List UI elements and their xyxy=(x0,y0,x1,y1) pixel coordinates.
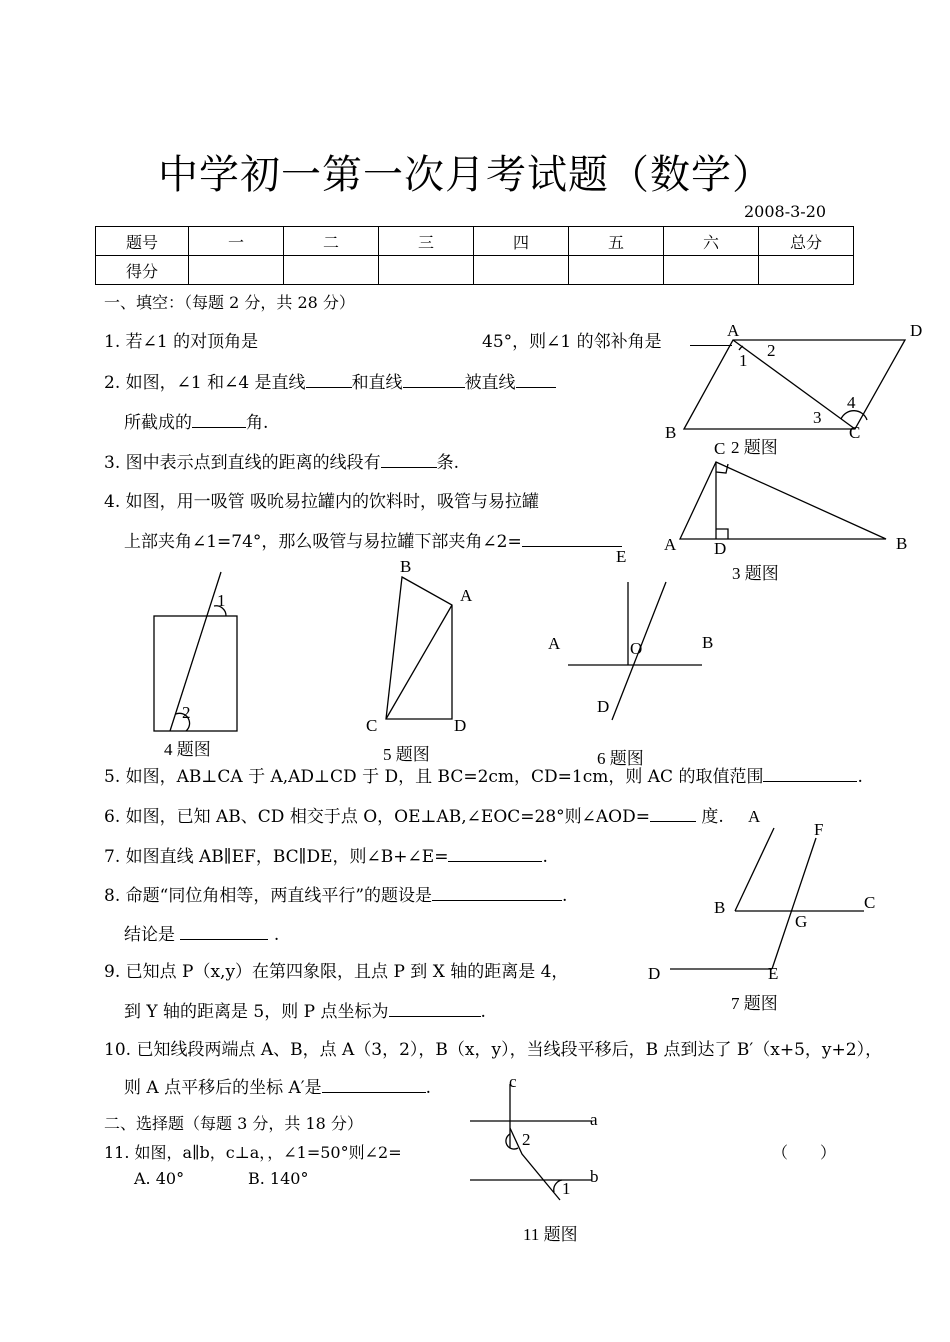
question-10-part-b: 则 A 点平移后的坐标 A′是 xyxy=(124,1078,322,1098)
question-5-part-a: 5. 如图，AB⊥CA 于 A,AD⊥CD 于 D，且 BC=2cm，CD=1cm，则 AC 的取值范围 xyxy=(104,767,764,787)
section2-heading: 二、选择题（每题 3 分，共 18 分） xyxy=(104,1114,363,1133)
score-table-cell: 六 xyxy=(664,227,759,256)
question-10-part-c: . xyxy=(425,1078,432,1098)
fig4-caption: 4 题图 xyxy=(164,740,211,759)
question-9-part-b: 到 Y 轴的距离是 5，则 P 点坐标为 xyxy=(124,1002,389,1022)
answer-blank[interactable] xyxy=(306,373,352,388)
fig6-label-A: A xyxy=(548,634,561,653)
score-table-cell: 题号 xyxy=(96,227,189,256)
fig3-label-B: B xyxy=(896,534,908,553)
question-1-part-a: 1. 若∠1 的对顶角是 xyxy=(104,332,259,352)
score-table-score-row xyxy=(96,256,854,285)
question-8-part-c: 结论是 xyxy=(124,925,175,945)
fig3-label-D: D xyxy=(714,539,727,558)
fig7-label-C: C xyxy=(864,893,876,912)
answer-blank[interactable] xyxy=(381,453,437,468)
score-table-cell: 总分 xyxy=(759,227,854,256)
fig6-caption: 6 题图 xyxy=(597,749,644,768)
fig6-label-E: E xyxy=(616,547,627,566)
question-9-line2 xyxy=(124,997,486,1022)
question-11-answer-paren[interactable]: （ ） xyxy=(772,1143,837,1162)
question-1-part-b: 45°，则∠1 的邻补角是 xyxy=(482,332,662,352)
answer-blank[interactable] xyxy=(516,373,556,388)
fig2-label-4: 4 xyxy=(847,393,856,412)
score-table-header-row xyxy=(96,227,854,256)
question-2-part-c: 被直线 xyxy=(464,373,516,393)
section1-heading: 一、填空：（每题 2 分，共 28 分） xyxy=(104,293,355,312)
score-table-cell: 一 xyxy=(189,227,284,256)
question-11-option-a[interactable]: A. 40° xyxy=(134,1169,185,1188)
fig11-label-2: 2 xyxy=(522,1130,531,1149)
question-10-line2 xyxy=(124,1073,431,1098)
score-input-cell[interactable] xyxy=(379,256,474,285)
fig3-caption: 3 题图 xyxy=(732,564,779,583)
fig7-label-B: B xyxy=(714,898,726,917)
score-input-cell[interactable] xyxy=(284,256,379,285)
score-table-cell: 四 xyxy=(474,227,569,256)
fig11-label-c: c xyxy=(509,1072,517,1091)
question-2-part-d: 所截成的 xyxy=(124,413,192,433)
fig11-label-a: a xyxy=(590,1110,598,1129)
fig2-label-B: B xyxy=(665,423,677,442)
fig2-label-3: 3 xyxy=(813,408,822,427)
fig11-caption: 11 题图 xyxy=(523,1225,578,1244)
fig11-label-b: b xyxy=(590,1167,599,1186)
question-11-option-b[interactable]: B. 140° xyxy=(248,1169,309,1188)
question-3 xyxy=(104,448,459,473)
answer-blank[interactable] xyxy=(763,767,857,782)
score-table-cell: 二 xyxy=(284,227,379,256)
fig4-label-2: 2 xyxy=(182,703,191,722)
question-10-part-a: 10. 已知线段两端点 A、B，点 A（3，2），B（x，y），当线段平移后，B 点到达了 B′（x+5，y+2）， xyxy=(104,1040,883,1060)
fig11-angle-arc xyxy=(554,1180,562,1192)
figure-7 xyxy=(640,800,890,1020)
fig7-label-A: A xyxy=(748,807,761,826)
score-input-cell[interactable] xyxy=(474,256,569,285)
question-11-part-a: 11. 如图，a∥b，c⊥a，，∠1=50°则∠2= xyxy=(104,1143,402,1162)
fig5-diagonal xyxy=(386,605,452,719)
question-2-part-b: 和直线 xyxy=(351,373,403,393)
fig4-can xyxy=(154,616,237,731)
question-4-part-b: 上部夹角∠1=74°，那么吸管与易拉罐下部夹角∠2= xyxy=(124,532,522,552)
question-3-part-a: 3. 图中表示点到直线的距离的线段有 xyxy=(104,453,381,473)
answer-blank[interactable] xyxy=(180,925,268,940)
fig11-transversal xyxy=(510,1128,560,1200)
question-6 xyxy=(104,802,724,827)
figure-4 xyxy=(140,568,260,763)
fig2-label-C: C xyxy=(849,423,861,442)
figure-6 xyxy=(540,540,740,770)
fig5-quadrilateral xyxy=(386,577,452,719)
fig7-label-G: G xyxy=(795,912,808,931)
fig7-label-F: F xyxy=(814,820,824,839)
question-8-part-d: . xyxy=(273,925,280,945)
score-table-cell: 五 xyxy=(569,227,664,256)
question-8-line2 xyxy=(124,920,279,945)
answer-blank[interactable] xyxy=(322,1078,426,1093)
fig2-label-2: 2 xyxy=(767,341,776,360)
fig2-label-A: A xyxy=(727,321,740,340)
fig7-caption: 7 题图 xyxy=(731,994,778,1013)
question-9-part-a: 9. 已知点 P（x,y）在第四象限，且点 P 到 X 轴的距离是 4， xyxy=(104,962,569,982)
question-7-part-b: . xyxy=(542,847,548,867)
score-input-cell[interactable] xyxy=(759,256,854,285)
question-9-part-c: . xyxy=(480,1002,486,1022)
fig11-label-1: 1 xyxy=(562,1179,571,1198)
fig3-label-C: C xyxy=(714,439,726,458)
fig6-label-D: D xyxy=(597,697,610,716)
fig7-label-D: D xyxy=(648,964,661,983)
question-2-line2 xyxy=(124,408,268,433)
figure-11 xyxy=(460,1070,620,1250)
question-2-part-a: 2. 如图，∠1 和∠4 是直线 xyxy=(104,373,306,393)
fig2-label-D: D xyxy=(910,321,923,340)
fig2-label-1: 1 xyxy=(739,351,748,370)
fig5-label-C: C xyxy=(366,716,378,735)
figure-5 xyxy=(360,553,480,768)
fig5-label-B: B xyxy=(400,557,412,576)
score-table-row-label: 得分 xyxy=(96,256,189,285)
answer-blank[interactable] xyxy=(389,1002,481,1017)
question-7 xyxy=(104,842,548,867)
fig5-label-D: D xyxy=(454,716,467,735)
question-8-part-b: . xyxy=(562,886,568,906)
question-2-part-e: 角. xyxy=(246,413,269,433)
page-title: 中学初一第一次月考试题（数学） xyxy=(158,152,773,198)
score-input-cell[interactable] xyxy=(569,256,664,285)
fig5-caption: 5 题图 xyxy=(383,745,430,764)
answer-blank[interactable] xyxy=(432,886,562,901)
fig5-label-A: A xyxy=(460,586,473,605)
fig7-line-AB xyxy=(735,828,774,911)
fig4-straw xyxy=(170,572,221,731)
answer-blank[interactable] xyxy=(403,373,465,388)
score-table xyxy=(95,226,854,285)
fig3-right-angle-mark xyxy=(716,529,728,539)
score-input-cell[interactable] xyxy=(189,256,284,285)
answer-blank[interactable] xyxy=(448,847,542,862)
question-3-part-b: 条. xyxy=(436,453,460,473)
fig3-triangle xyxy=(680,462,886,539)
fig3-label-A: A xyxy=(664,535,677,554)
exam-date: 2008-3-20 xyxy=(744,202,827,221)
fig7-label-E: E xyxy=(768,964,779,983)
question-8 xyxy=(104,881,567,906)
fig7-line-EF xyxy=(772,838,816,969)
question-7-part-a: 7. 如图直线 AB∥EF，BC∥DE，则∠B+∠E= xyxy=(104,847,449,867)
score-input-cell[interactable] xyxy=(664,256,759,285)
question-5 xyxy=(104,762,863,787)
score-table-cell: 三 xyxy=(379,227,474,256)
fig4-label-1: 1 xyxy=(217,591,226,610)
fig2-caption: 2 题图 xyxy=(731,438,778,457)
question-6-part-b: 度. xyxy=(701,807,724,827)
fig6-label-O: O xyxy=(630,639,643,658)
question-2 xyxy=(104,368,556,393)
question-6-part-a: 6. 如图，已知 AB、CD 相交于点 O，OE⊥AB,∠EOC=28°则∠AOD= xyxy=(104,807,650,827)
question-5-part-b: . xyxy=(857,767,863,787)
fig2-diagonal xyxy=(733,340,855,429)
question-4-part-a: 4. 如图，用一吸管 吸吮易拉罐内的饮料时，吸管与易拉罐 xyxy=(104,492,540,512)
question-8-part-a: 8. 命题“同位角相等，两直线平行”的题设是 xyxy=(104,886,433,906)
answer-blank[interactable] xyxy=(192,413,246,428)
fig6-label-B: B xyxy=(702,633,714,652)
